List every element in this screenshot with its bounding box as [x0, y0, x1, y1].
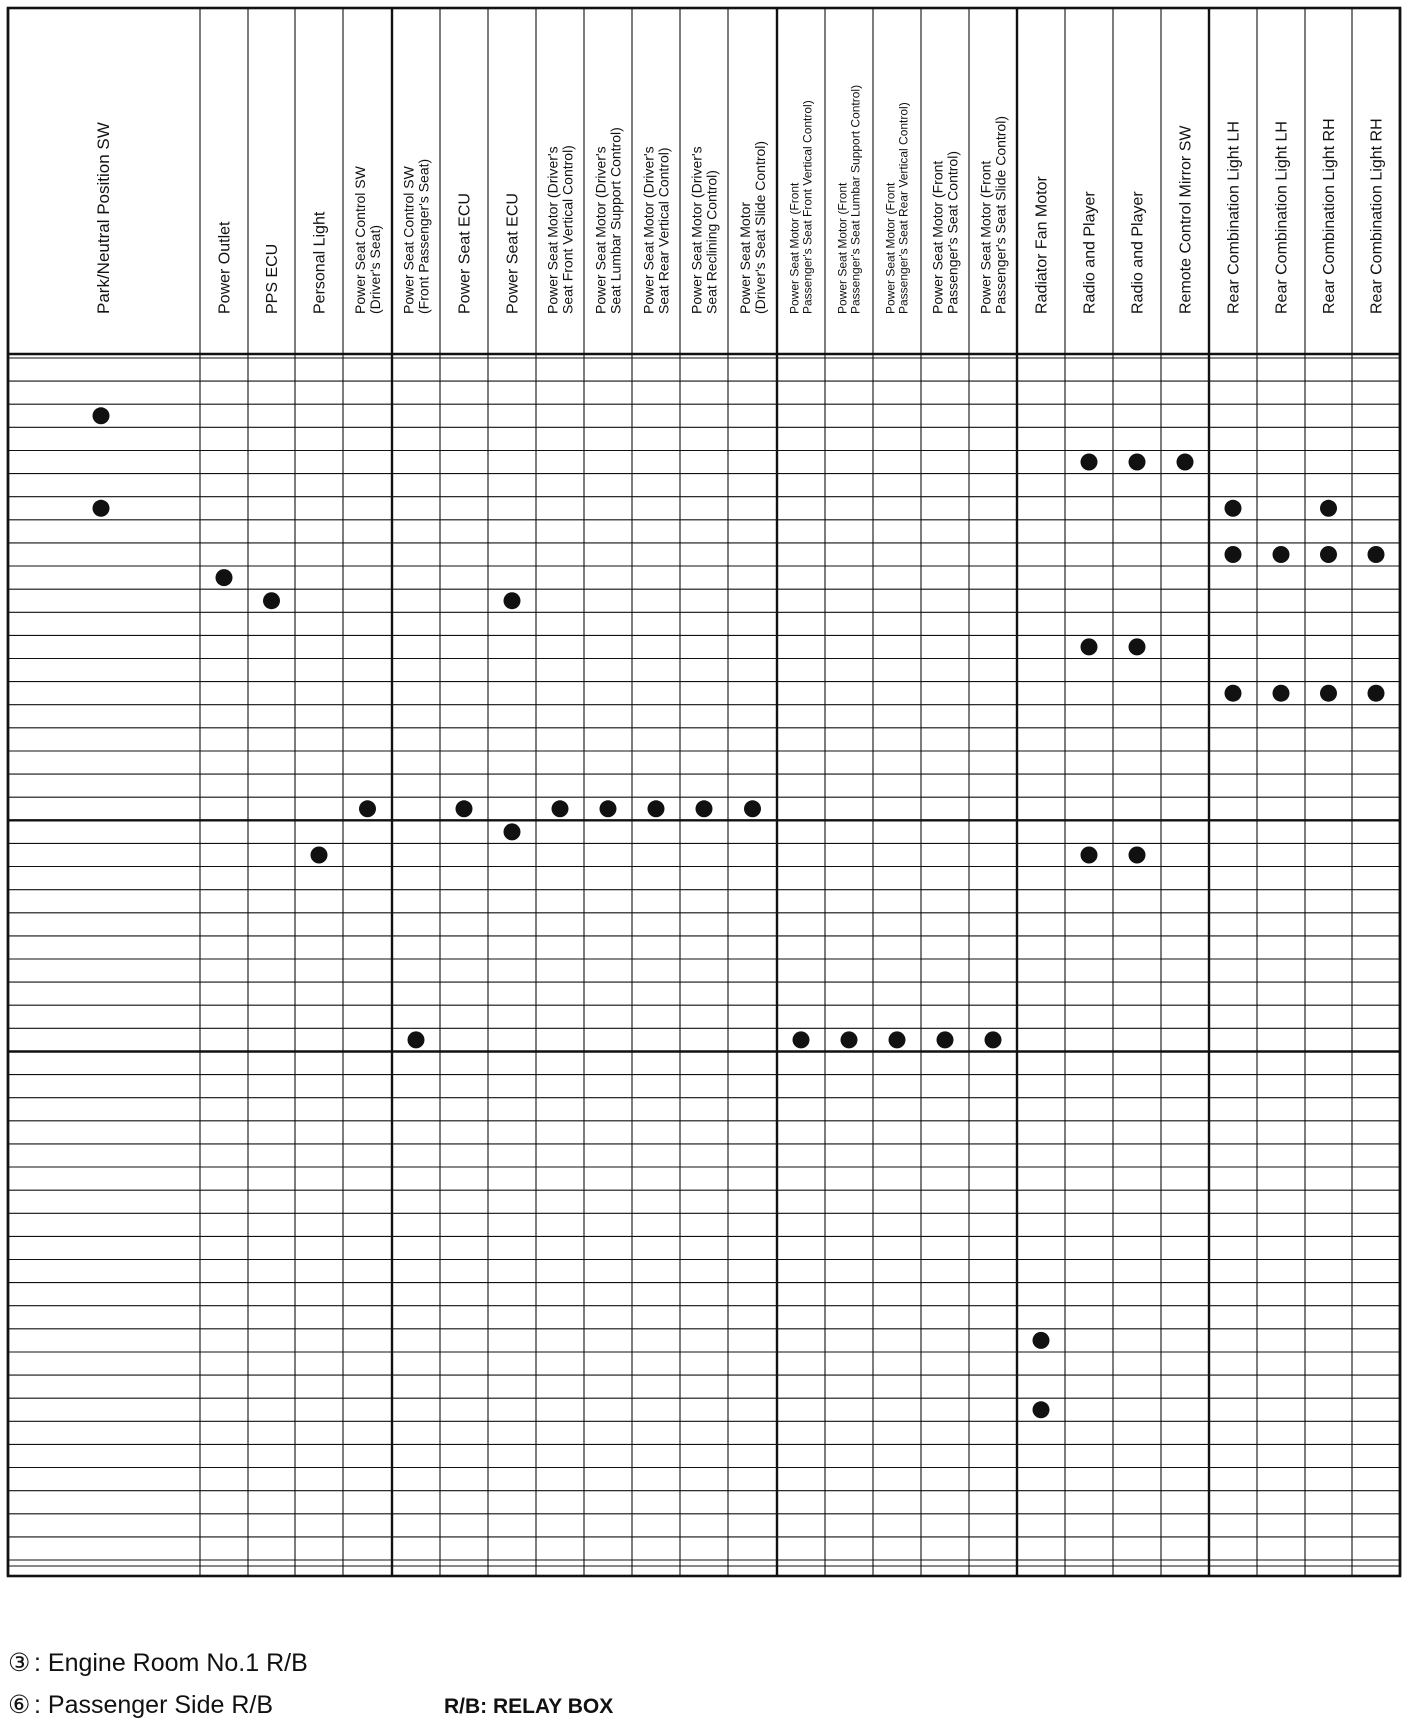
column-header-label — [1226, 121, 1243, 314]
connection-dot — [1033, 1401, 1050, 1418]
column-header-label — [1130, 191, 1147, 314]
connection-dot — [793, 1031, 810, 1048]
connection-dot — [1320, 685, 1337, 702]
column-header-label — [737, 141, 768, 314]
column-header-text: (Driver's Seat Slide Control) — [751, 140, 768, 314]
column-header-text: (Driver's Seat) — [366, 224, 383, 314]
column-header-text: Rear Combination Light RH — [1368, 118, 1386, 314]
column-header-text: Power Seat Motor (Driver's — [592, 146, 609, 314]
legend-code: ③ — [8, 1649, 31, 1677]
column-header-text: Power Seat Motor — [736, 201, 753, 314]
column-headers — [94, 85, 1386, 314]
column-header-label — [884, 102, 911, 314]
column-header-label — [1369, 118, 1386, 314]
column-header-text: Passenger's Seat Lumbar Support Control) — [848, 84, 863, 314]
column-header-label — [640, 146, 671, 314]
column-header-text: Radio and Player — [1081, 191, 1099, 314]
legend-text: : Passenger Side R/B — [34, 1691, 274, 1719]
column-header-label — [457, 193, 474, 314]
column-header-text: (Front Passenger's Seat) — [415, 158, 432, 314]
column-header-label — [1178, 125, 1195, 314]
connection-dot — [1368, 546, 1385, 563]
column-header-label — [400, 159, 431, 314]
connection-dot — [216, 569, 233, 586]
legend-text: : Engine Room No.1 R/B — [34, 1649, 308, 1677]
connection-dot — [1368, 685, 1385, 702]
connection-dot — [1225, 546, 1242, 563]
column-header-label — [505, 193, 522, 314]
column-header-text: Power Seat Motor (Front — [929, 160, 946, 314]
connection-dot — [744, 800, 761, 817]
connection-dot — [1081, 638, 1098, 655]
column-header-label — [788, 100, 815, 314]
connection-dot — [648, 800, 665, 817]
connection-dot — [937, 1031, 954, 1048]
connection-dot — [1129, 847, 1146, 864]
column-header-text: Passenger's Seat Front Vertical Control) — [800, 100, 815, 314]
column-header-text: Power Seat Motor (Front — [787, 182, 802, 314]
connection-dot — [1129, 454, 1146, 471]
connection-dot — [311, 847, 328, 864]
connection-dot — [93, 407, 110, 424]
connection-dot — [600, 800, 617, 817]
column-header-text: Radio and Player — [1129, 191, 1147, 314]
column-header-text: Remote Control Mirror SW — [1177, 125, 1195, 314]
column-header-text: Seat Lumbar Support Control) — [607, 127, 624, 314]
column-header-text: Power Outlet — [216, 221, 234, 314]
column-header-label — [312, 211, 329, 314]
column-header-label — [977, 116, 1008, 314]
column-header-text: Passenger's Seat Control) — [944, 151, 961, 314]
connection-dot — [552, 800, 569, 817]
connection-dot — [263, 592, 280, 609]
column-header-label — [264, 244, 281, 314]
column-header-label — [1034, 175, 1051, 314]
column-header-text: Seat Rear Vertical Control) — [655, 147, 672, 314]
connection-dot — [408, 1031, 425, 1048]
column-header-label — [1321, 118, 1338, 314]
relay-box-note: R/B: RELAY BOX — [444, 1695, 614, 1718]
column-header-label — [836, 85, 863, 314]
column-header-label — [929, 151, 960, 314]
connection-dot — [504, 592, 521, 609]
connection-dot — [1177, 454, 1194, 471]
column-header-text: Power Seat Motor (Front — [977, 160, 994, 314]
column-header-text: Power Seat ECU — [504, 193, 522, 314]
legend-engine-room — [8, 1648, 308, 1678]
connection-dot — [1320, 500, 1337, 517]
column-header-text: Rear Combination Light LH — [1225, 121, 1243, 314]
column-header-text: PPS ECU — [264, 243, 282, 314]
column-header-text: Power Seat Motor (Driver's — [688, 146, 705, 314]
column-header-text: Passenger's Seat Rear Vertical Control) — [896, 102, 911, 314]
column-header-text: Passenger's Seat Slide Control) — [992, 116, 1009, 314]
column-header-text: Rear Combination Light LH — [1273, 121, 1291, 314]
connection-dot — [889, 1031, 906, 1048]
column-header-text: Seat Reclining Control) — [703, 170, 720, 314]
column-header-text: Personal Light — [311, 211, 329, 314]
column-header-text: Power Seat Motor (Driver's — [544, 146, 561, 314]
column-header-label — [352, 165, 383, 314]
column-header-text: Park/Neutral Position SW — [93, 122, 113, 314]
column-header-text: Power Seat Control SW — [351, 166, 368, 314]
column-header-label — [1274, 121, 1291, 314]
column-header-label — [217, 221, 234, 314]
connection-dot — [359, 800, 376, 817]
connection-dot — [1225, 685, 1242, 702]
connection-dot — [985, 1031, 1002, 1048]
column-header-label — [592, 127, 623, 314]
column-header-text: Rear Combination Light RH — [1321, 118, 1339, 314]
connection-dot — [504, 823, 521, 840]
column-header-text: Power Seat Motor (Driver's — [640, 146, 657, 314]
column-header-label — [94, 122, 113, 314]
connection-dot — [1033, 1332, 1050, 1349]
connection-dot — [93, 500, 110, 517]
column-header-label — [1082, 191, 1099, 314]
connection-dot — [1129, 638, 1146, 655]
connection-dot — [1320, 546, 1337, 563]
connection-dot — [841, 1031, 858, 1048]
column-header-text: Seat Front Vertical Control) — [559, 145, 576, 314]
connection-dot — [1273, 685, 1290, 702]
column-header-text: Power Seat Motor (Front — [835, 182, 850, 314]
connection-dot — [696, 800, 713, 817]
connection-dot — [456, 800, 473, 817]
connection-dot — [1081, 454, 1098, 471]
connection-dot — [1225, 500, 1242, 517]
column-header-label — [544, 145, 575, 314]
legend-code: ⑥ — [8, 1691, 31, 1719]
column-header-text: Power Seat Motor (Front — [883, 182, 898, 314]
column-header-text: Power Seat ECU — [456, 193, 474, 314]
connection-dot — [1273, 546, 1290, 563]
connection-dot — [1081, 847, 1098, 864]
column-header-label — [688, 146, 719, 314]
legend-passenger-side — [8, 1690, 273, 1720]
column-header-text: Radiator Fan Motor — [1033, 176, 1051, 314]
column-header-text: Power Seat Control SW — [400, 166, 417, 314]
